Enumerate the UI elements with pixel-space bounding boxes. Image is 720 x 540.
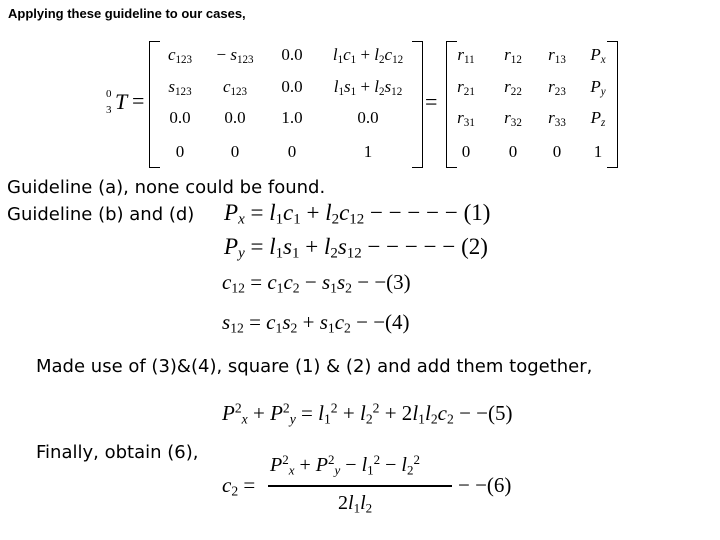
eq5-rendered: $P^2_x + P^2_y = l_1^2 + l_2^2 + 2l_1l_2c_2 - -(5)$ xyxy=(222,400,513,426)
transform-pre-sup: 0 xyxy=(106,88,112,100)
slide-heading: Applying these guideline to our cases, xyxy=(8,6,246,21)
right-matrix-cell-r4c1: 0 xyxy=(461,142,471,161)
equation-2 xyxy=(224,234,488,263)
transform-pre-sub: 3 xyxy=(106,104,112,116)
right-matrix-cell-r4c3: 0 xyxy=(552,142,562,161)
eq3-rendered: $c_{12} = c_1c_2 - s_1s_2 - -(3)$ xyxy=(222,270,411,296)
right-matrix-cell-r3c4: $P_z$ xyxy=(590,108,606,129)
right-matrix-cell-r4c2: 0 xyxy=(508,142,518,161)
eq6-tag: − −(6) xyxy=(458,473,512,497)
right-matrix-cell-r1c1: $r_{11}$ xyxy=(457,45,475,66)
left-matrix-cell-r1c2: − $s_{123}$ xyxy=(216,45,254,66)
equation-5 xyxy=(222,400,513,427)
equation-3 xyxy=(222,270,411,296)
left-matrix-cell-r2c4: $l_1s_1 + l_2s_{12}$ xyxy=(333,77,403,98)
left-matrix-cell-r3c1: 0.0 xyxy=(169,108,191,127)
right-matrix-cell-r1c3: $r_{13}$ xyxy=(548,45,566,66)
left-matrix-open-bracket xyxy=(149,41,160,168)
eq1-rendered: $P_x = l_1c_1 + l_2c_{12}$ − − − − − (1) xyxy=(224,200,491,228)
right-matrix-cell-r4c4: 1 xyxy=(593,142,603,161)
left-matrix-cell-r4c4: 1 xyxy=(363,142,373,161)
right-matrix-cell-r2c3: $r_{23}$ xyxy=(548,77,566,98)
left-matrix-cell-r1c3: 0.0 xyxy=(281,45,303,64)
left-matrix-cell-r4c3: 0 xyxy=(287,142,297,161)
equation-1 xyxy=(224,200,490,229)
right-matrix-cell-r2c2: $r_{22}$ xyxy=(504,77,522,98)
eq4-rendered: $s_{12} = c_1s_2 + s_1c_2 - -(4)$ xyxy=(222,310,410,336)
left-matrix-cell-r1c4: $l_1c_1 + l_2c_{12}$ xyxy=(332,45,404,66)
matrix-equals: = xyxy=(425,89,438,114)
left-matrix-cell-r2c3: 0.0 xyxy=(281,77,303,96)
eq6-fraction-line xyxy=(268,485,452,487)
made-use-text: Made use of (3)&(4), square (1) & (2) and add them together, xyxy=(36,356,593,377)
left-matrix-cell-r2c1: $s_{123}$ xyxy=(168,77,192,98)
right-matrix-open-bracket xyxy=(446,41,457,168)
guideline-bd-text: Guideline (b) and (d) xyxy=(7,204,195,225)
transform-equals: = xyxy=(132,88,145,113)
equation-4 xyxy=(222,310,410,336)
left-matrix-cell-r4c1: 0 xyxy=(175,142,185,161)
left-matrix-close-bracket xyxy=(412,41,423,168)
transform-letter: T xyxy=(115,89,128,114)
eq2-rendered: $P_y = l_1s_1 + l_2s_{12}$ − − − − − (2) xyxy=(224,234,488,262)
left-matrix-cell-r3c4: 0.0 xyxy=(357,108,379,127)
left-matrix-cell-r2c2: $c_{123}$ xyxy=(222,77,248,98)
right-matrix-cell-r3c2: $r_{32}$ xyxy=(504,108,522,129)
right-matrix-cell-r1c2: $r_{12}$ xyxy=(504,45,522,66)
eq6-lhs: $c_2$ = xyxy=(222,473,256,499)
right-matrix-cell-r2c1: $r_{21}$ xyxy=(457,77,475,98)
left-matrix-cell-r1c1: $c_{123}$ xyxy=(167,45,193,66)
right-matrix-close-bracket xyxy=(607,41,618,168)
eq6-denominator: $2l_1l_2$ xyxy=(338,492,373,516)
guideline-a-text: Guideline (a), none could be found. xyxy=(7,177,326,198)
left-matrix-cell-r3c3: 1.0 xyxy=(281,108,303,127)
eq6-numerator: $P^2_x + P^2_y - l_1^2 - l_2^2$ xyxy=(270,452,420,478)
right-matrix-cell-r2c4: $P_y$ xyxy=(590,77,606,98)
left-matrix-cell-r3c2: 0.0 xyxy=(224,108,246,127)
right-matrix-cell-r3c1: $r_{31}$ xyxy=(457,108,475,129)
left-matrix-cell-r4c2: 0 xyxy=(230,142,240,161)
finally-text: Finally, obtain (6), xyxy=(36,442,199,463)
right-matrix-cell-r3c3: $r_{33}$ xyxy=(548,108,566,129)
right-matrix-cell-r1c4: $P_x$ xyxy=(590,45,606,66)
